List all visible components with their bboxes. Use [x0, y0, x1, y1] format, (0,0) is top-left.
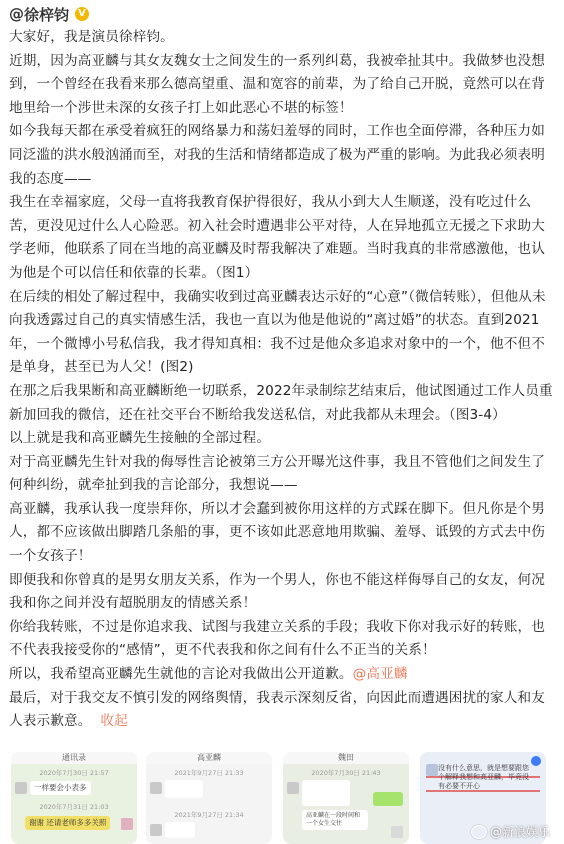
- post-body: [9, 26, 557, 734]
- paragraph: 在那之后我果断和高亚麟断绝一切联系，2022年录制综艺结束后，他试图通过工作人员重新加回我的微信，还在社交平台不断给我发送私信，对此我都从未理会。（图3-4）: [9, 382, 553, 423]
- mention-link[interactable]: @高亚麟: [352, 666, 408, 683]
- at-symbol: @: [9, 5, 24, 23]
- collapse-link[interactable]: 收起: [100, 713, 128, 730]
- chat-timestamp: 2020年7月30日 21:57: [39, 769, 109, 777]
- paragraph: 以上就是我和高亚麟先生接触的全部过程。: [9, 430, 271, 447]
- chat-bubble: [373, 792, 403, 806]
- chat-bubble: [302, 780, 350, 806]
- paragraph: [9, 687, 557, 734]
- paragraph: 你给我转账，不过是你追求我、试图与我建立关系的手段；我收下你对我示好的转账，也不代表我接受你的“感情”，更不代表我和你之间有什么不正当的关系！: [9, 618, 546, 659]
- paragraph: 高亚麟，我承认我一度崇拜你，所以才会蠢到被你用这样的方式踩在脚下。但凡你是个男人，都不应该做出脚踏几条船的事，更不该如此恶意地用欺骗、羞辱、诋毁的方式去中伤一个女孩子！: [9, 500, 546, 565]
- paragraph: 我生在幸福家庭，父母一直将我教育保护得很好，我从小到大人生顺遂，没有吃过什么苦，更没见过什么人心险恶。初入社会时遭遇非公平对待，人在异地孤立无援之下求助大学老师，他联系了同在当地的高亚麟及时帮我解决了难题。当时我真的非常感激他，也认为他是个可以信任和依靠的长辈。（图1）: [9, 194, 546, 281]
- chat-timestamp: 2021年9月27日 21:33: [174, 769, 244, 777]
- paragraph: 对于高亚麟先生针对我的侮辱性言论被第三方公开曝光这件事，我且不管他们之间发生了何种纠纷，就牵扯到我的言论部分，我想说——: [9, 453, 546, 494]
- paragraph: [9, 663, 557, 687]
- chat-header: 高亚麟: [146, 752, 272, 764]
- chat-timestamp: 2020年7月31日 21:03: [39, 803, 109, 811]
- sticker: [391, 826, 403, 838]
- paragraph-text: 所以，我希望高亚麟先生就他的言论对我做出公开道歉。: [9, 666, 353, 683]
- watermark-text: @新浪娱乐: [489, 825, 550, 839]
- message-text: 没有什么意思，就是想要跟您个解释我想和高亚麟，毕竟没有必要不开心: [438, 764, 529, 790]
- chat-header: 通讯录: [11, 752, 137, 764]
- avatar: [150, 824, 162, 836]
- watermark: [471, 823, 550, 840]
- chat-bubble: 高亚麟在一段时间和一个女生交往: [302, 810, 368, 830]
- avatar: [121, 818, 133, 830]
- paragraph: 在后续的相处了解过程中，我确实收到过高亚麟表达示好的“心意”（微信转账），但他从未向我透露过自己的真实情感生活，我也一直以为他是他说的“离过婚”的状态。直到2021年，一个微博小号私信我，我才得知真相：我不过是他众多追求对象中的一个，他不但不是单身，甚至已为人父！(图2): [9, 288, 546, 376]
- chat-header: 魏田: [283, 752, 409, 764]
- post-header: [9, 2, 89, 26]
- paragraph: 即便我和你曾真的是男女朋友关系，作为一个男人，你也不能这样侮辱自己的女友，何况我和你之间并没有超脱朋友的情感关系！: [9, 571, 546, 612]
- thumbnail-image-2[interactable]: [146, 752, 272, 844]
- avatar: [426, 764, 438, 776]
- chat-bubble: 一样要会小表多: [30, 781, 91, 795]
- paragraph-text: 最后，对于我交友不慎引发的网络舆情，我表示深刻反省，向因此而遭遇困扰的家人和友人表示歉意。: [9, 689, 546, 730]
- thumbnail-image-3[interactable]: [283, 752, 409, 844]
- chat-timestamp: 2020年7月30日 21:43: [311, 769, 381, 777]
- author-name[interactable]: 徐梓钧: [24, 5, 70, 24]
- weibo-logo-icon: [471, 825, 487, 839]
- chat-bubble: 谢谢 还请老师多多关照: [25, 816, 110, 830]
- paragraph: 近期，因为高亚麟与其女友魏女士之间发生的一系列纠葛，我被牵扯其中。我做梦也没想到，一个曾经在我看来那么德高望重、温和宽容的前辈，为了给自己开脱，竟然可以在背地里给一个涉世未深的女孩子打上如此恶心不堪的标签！: [9, 52, 546, 116]
- chat-image: [165, 780, 203, 798]
- avatar: [15, 782, 27, 794]
- red-underline: [426, 790, 540, 792]
- paragraph: 如今我每天都在承受着疯狂的网络暴力和荡妇羞辱的同时，工作也全面停滞，各种压力如同泛滥的洪水般汹涌而至，对我的生活和情绪都造成了极为严重的影响。为此我必须表明我的态度——: [9, 123, 546, 187]
- chat-image: [165, 822, 195, 838]
- avatar: [150, 782, 162, 794]
- thumbnail-image-1[interactable]: [11, 752, 137, 844]
- image-thumbnails: [11, 752, 556, 842]
- verified-badge-icon: V: [75, 7, 89, 21]
- chat-timestamp: 2021年9月27日 21:34: [174, 811, 244, 819]
- paragraph: 大家好，我是演员徐梓钧。: [9, 29, 174, 45]
- avatar: [287, 782, 299, 794]
